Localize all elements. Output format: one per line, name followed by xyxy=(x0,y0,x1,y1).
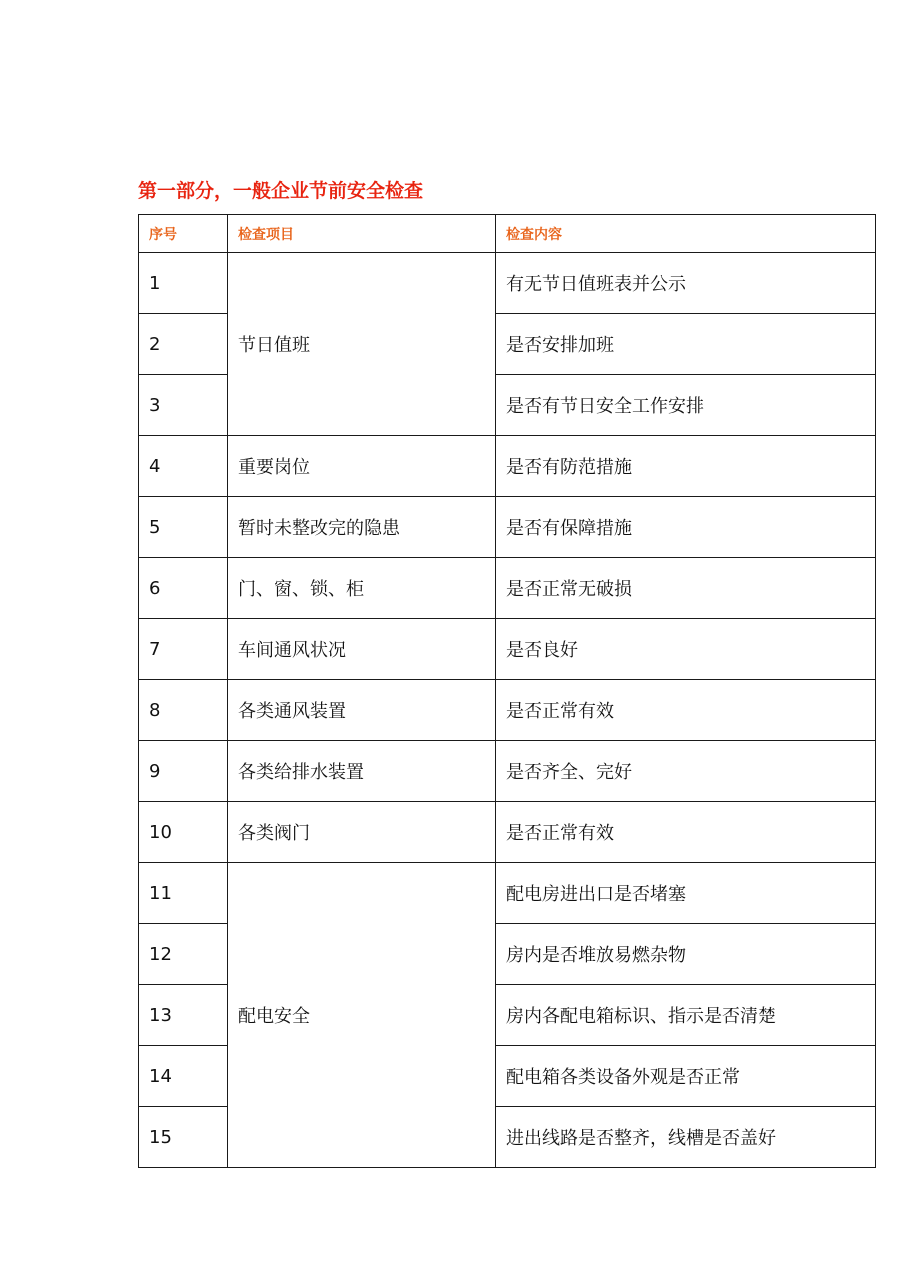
serial-number-cell: 14 xyxy=(139,1046,228,1107)
serial-number-cell: 12 xyxy=(139,924,228,985)
check-content-cell: 是否良好 xyxy=(496,619,876,680)
check-item-cell: 重要岗位 xyxy=(228,436,496,497)
table-row xyxy=(139,863,876,924)
serial-number-cell: 1 xyxy=(139,253,228,314)
check-content-cell: 进出线路是否整齐，线槽是否盖好 xyxy=(496,1107,876,1168)
check-content-cell: 房内是否堆放易燃杂物 xyxy=(496,924,876,985)
check-item-cell: 各类给排水装置 xyxy=(228,741,496,802)
serial-number-cell: 6 xyxy=(139,558,228,619)
check-item-cell: 各类通风装置 xyxy=(228,680,496,741)
check-item-cell: 配电安全 xyxy=(228,863,496,1168)
check-item-cell: 各类阀门 xyxy=(228,802,496,863)
check-content-cell: 房内各配电箱标识、指示是否清楚 xyxy=(496,985,876,1046)
serial-number-cell: 4 xyxy=(139,436,228,497)
table-row xyxy=(139,558,876,619)
check-content-cell: 是否有防范措施 xyxy=(496,436,876,497)
serial-number-cell: 5 xyxy=(139,497,228,558)
safety-check-table xyxy=(138,214,876,1168)
check-content-cell: 是否正常有效 xyxy=(496,680,876,741)
check-content-cell: 配电房进出口是否堵塞 xyxy=(496,863,876,924)
check-item-cell: 暂时未整改完的隐患 xyxy=(228,497,496,558)
table-row xyxy=(139,741,876,802)
serial-number-cell: 7 xyxy=(139,619,228,680)
serial-number-cell: 2 xyxy=(139,314,228,375)
table-row xyxy=(139,680,876,741)
table-row xyxy=(139,802,876,863)
check-item-cell: 门、窗、锁、柜 xyxy=(228,558,496,619)
table-body xyxy=(139,253,876,1168)
serial-number-cell: 9 xyxy=(139,741,228,802)
section-title: 第一部分，一般企业节前安全检查 xyxy=(138,180,424,202)
check-content-cell: 有无节日值班表并公示 xyxy=(496,253,876,314)
header-check-content: 检查内容 xyxy=(496,215,876,253)
serial-number-cell: 10 xyxy=(139,802,228,863)
check-content-cell: 是否正常有效 xyxy=(496,802,876,863)
header-check-item: 检查项目 xyxy=(228,215,496,253)
check-content-cell: 是否有保障措施 xyxy=(496,497,876,558)
check-content-cell: 是否齐全、完好 xyxy=(496,741,876,802)
table-row xyxy=(139,253,876,314)
serial-number-cell: 11 xyxy=(139,863,228,924)
check-content-cell: 是否正常无破损 xyxy=(496,558,876,619)
table-header-row xyxy=(139,215,876,253)
check-content-cell: 配电箱各类设备外观是否正常 xyxy=(496,1046,876,1107)
table-row xyxy=(139,497,876,558)
serial-number-cell: 13 xyxy=(139,985,228,1046)
header-serial-number: 序号 xyxy=(139,215,228,253)
serial-number-cell: 3 xyxy=(139,375,228,436)
check-item-cell: 车间通风状况 xyxy=(228,619,496,680)
serial-number-cell: 15 xyxy=(139,1107,228,1168)
check-item-cell: 节日值班 xyxy=(228,253,496,436)
table-row xyxy=(139,436,876,497)
serial-number-cell: 8 xyxy=(139,680,228,741)
check-content-cell: 是否有节日安全工作安排 xyxy=(496,375,876,436)
check-content-cell: 是否安排加班 xyxy=(496,314,876,375)
table-row xyxy=(139,619,876,680)
